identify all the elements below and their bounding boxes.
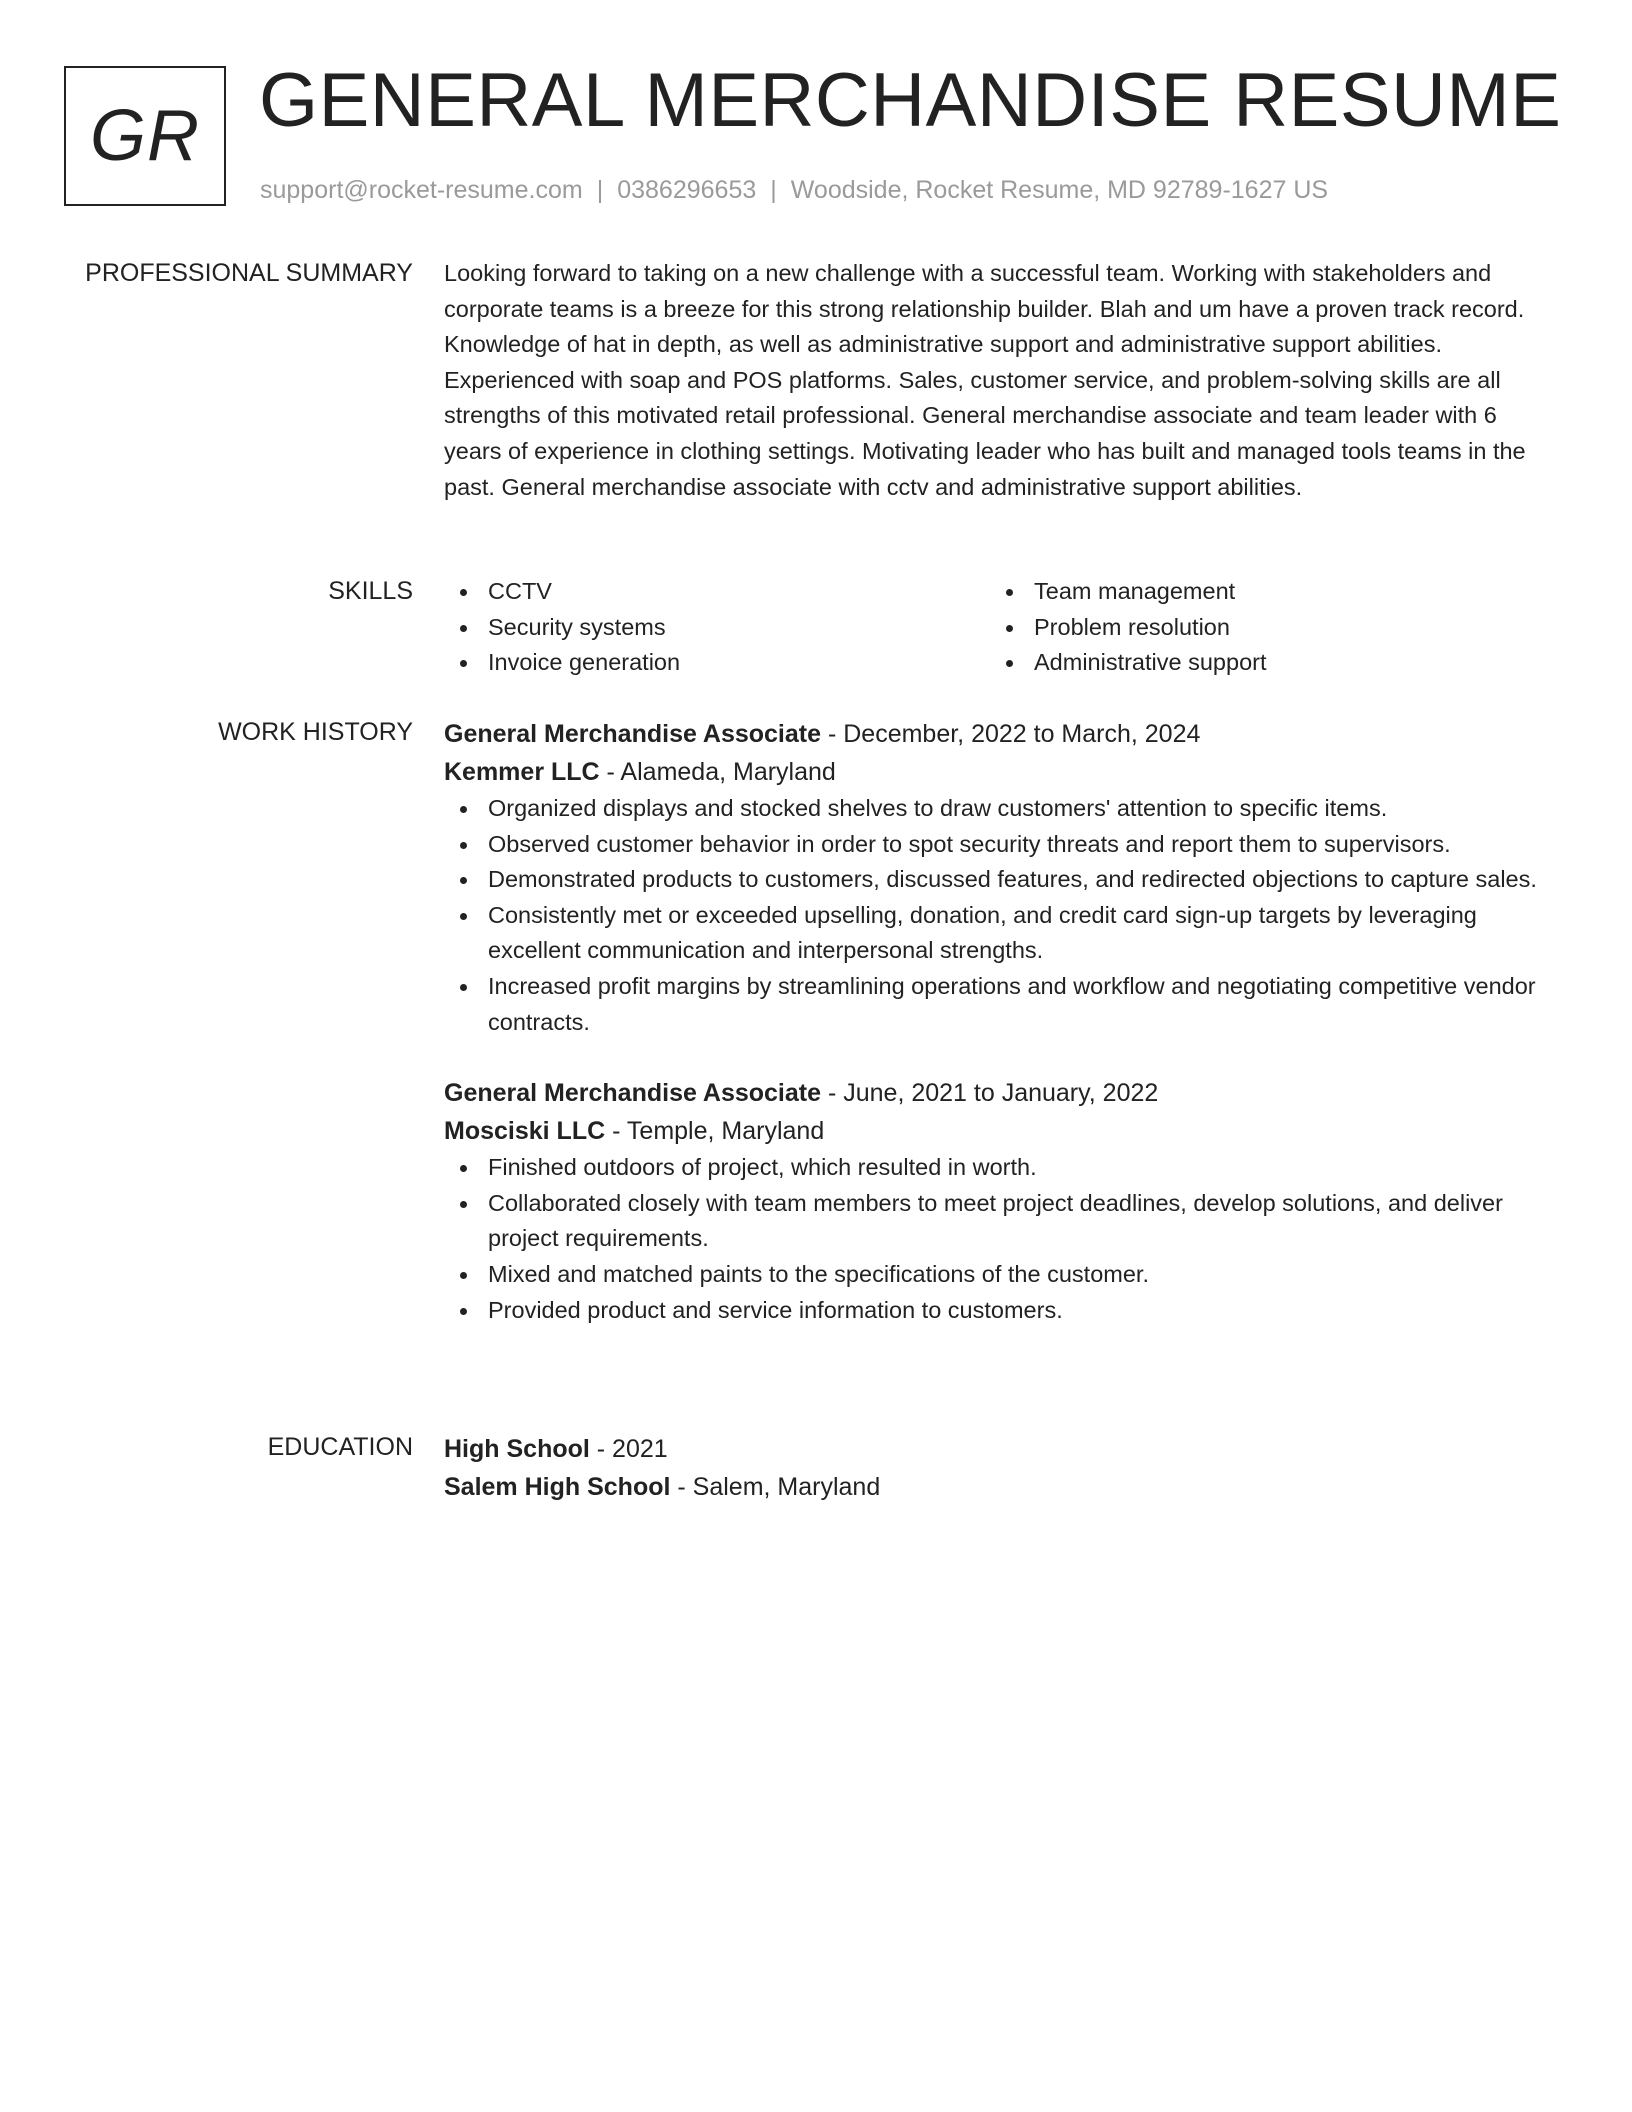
job-location: - Alameda, Maryland xyxy=(599,758,836,786)
summary-body xyxy=(444,256,1560,505)
job-title-line xyxy=(444,715,1560,753)
education-body xyxy=(444,1430,1560,1506)
job-entry xyxy=(444,1074,1560,1328)
skills-grid xyxy=(444,574,1560,681)
skill-item: Administrative support xyxy=(990,645,1536,681)
job-location: - Temple, Maryland xyxy=(605,1117,825,1146)
job-company: Mosciski LLC xyxy=(444,1117,606,1146)
contact-address: Woodside, Rocket Resume, MD 92789-1627 US xyxy=(790,176,1329,204)
school-name: Salem High School xyxy=(444,1473,671,1501)
school-location: - Salem, Maryland xyxy=(670,1473,881,1501)
job-company-line xyxy=(444,753,1560,791)
skill-item: Problem resolution xyxy=(990,610,1536,646)
degree: High School xyxy=(444,1435,590,1463)
education-heading: EDUCATION xyxy=(267,1433,413,1461)
skills-body xyxy=(444,574,1560,681)
job-bullet: Organized displays and stocked shelves to draw customers' attention to specific items. xyxy=(444,791,1560,827)
job-dates: - December, 2022 to March, 2024 xyxy=(821,720,1201,748)
resume-title: GENERAL MERCHANDISE RESUME xyxy=(259,58,1562,143)
job-bullet: Provided product and service information to customers. xyxy=(444,1293,1560,1329)
job-bullet: Observed customer behavior in order to spot security threats and report them to supervisors. xyxy=(444,827,1560,863)
job-bullet: Demonstrated products to customers, discussed features, and redirected objections to capture sales. xyxy=(444,862,1560,898)
summary-text: Looking forward to taking on a new challenge with a successful team. Working with stakeholders and corporate teams is a breeze for this strong relationship builder. Blah and um have a proven track record. Knowledge of hat in depth, as well as administrative support and administrative support abilities. Experienced with soap and POS platforms. Sales, customer service, and problem-solving skills are all strengths of this motivated retail professional. General merchandise associate and team leader with 6 years of experience in clothing settings. Motivating leader who has built and managed tools teams in the past. General merchandise associate with cctv and administrative support abilities. xyxy=(444,260,1526,500)
contact-line xyxy=(260,173,1328,207)
work-body xyxy=(444,715,1560,1328)
job-bullet: Collaborated closely with team members to meet project deadlines, develop solutions, and deliver project requirements. xyxy=(444,1186,1560,1257)
skill-item: Invoice generation xyxy=(444,645,990,681)
skill-item: CCTV xyxy=(444,574,990,610)
skills-heading: SKILLS xyxy=(328,577,413,605)
job-company-line xyxy=(444,1112,1560,1150)
work-heading: WORK HISTORY xyxy=(218,718,413,746)
job-bullet: Finished outdoors of project, which resulted in worth. xyxy=(444,1150,1560,1186)
job-title-line xyxy=(444,1074,1560,1112)
skills-list-right xyxy=(990,574,1536,681)
monogram-box xyxy=(64,66,226,206)
degree-line xyxy=(444,1430,1560,1468)
skills-list-left xyxy=(444,574,990,681)
job-dates: - June, 2021 to January, 2022 xyxy=(821,1079,1159,1108)
job-bullet: Consistently met or exceeded upselling, donation, and credit card sign-up targets by leveraging excellent communication and interpersonal strengths. xyxy=(444,898,1560,969)
skill-item: Team management xyxy=(990,574,1536,610)
summary-heading: PROFESSIONAL SUMMARY xyxy=(85,259,413,287)
degree-year: - 2021 xyxy=(589,1435,668,1463)
job-company: Kemmer LLC xyxy=(444,758,600,786)
contact-separator: | xyxy=(596,176,604,204)
job-entry xyxy=(444,715,1560,1040)
job-title: General Merchandise Associate xyxy=(444,1079,822,1108)
school-line xyxy=(444,1468,1560,1506)
monogram-initials: GR xyxy=(90,96,200,176)
job-bullet: Mixed and matched paints to the specifications of the customer. xyxy=(444,1257,1560,1293)
contact-separator: | xyxy=(770,176,777,204)
job-title: General Merchandise Associate xyxy=(444,720,822,748)
job-bullet-list xyxy=(444,791,1560,1040)
contact-phone: 0386296653 xyxy=(617,176,757,204)
skill-item: Security systems xyxy=(444,610,990,646)
job-bullet: Increased profit margins by streamlining operations and workflow and negotiating competitive vendor contracts. xyxy=(444,969,1560,1040)
job-bullet-list xyxy=(444,1150,1560,1328)
contact-email: support@rocket-resume.com xyxy=(260,176,583,204)
